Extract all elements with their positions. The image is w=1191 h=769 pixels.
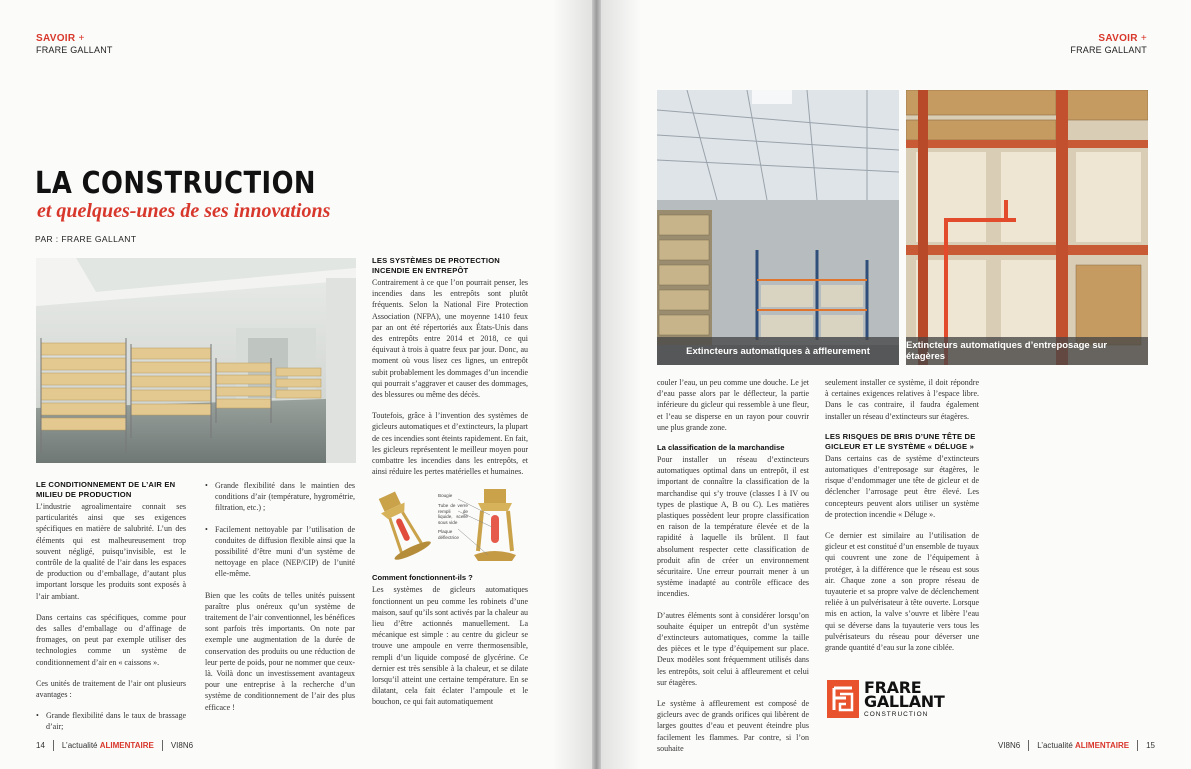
warehouse-flush-photo: [657, 90, 899, 365]
subheading-how-it-works: Comment fonctionnent-ils ?: [372, 573, 473, 583]
paragraph: couler l’eau, un peu comme une douche. Le jet d’eau passe alors par le déflecteur, la partie inférieure du gicleur qui ressemble à une fleur, et l’eau se disperse en un rayon pour couvrir une plus grande zone.: [657, 378, 809, 432]
column-1: [36, 480, 186, 743]
logo-wordmark-2: GALLANT: [864, 691, 945, 711]
heading-deluge: LES RISQUES DE BRIS D’UNE TÊTE DE GICLEUR ET LE SYSTÈME « DÉLUGE »: [825, 431, 976, 451]
sprinkler-diagram: [372, 487, 528, 567]
subheading-classification: La classification de la marchandise: [657, 443, 785, 453]
warehouse-rack-photo: [906, 90, 1148, 365]
column-5: [825, 377, 979, 663]
issue-number: VI8N6: [997, 741, 1021, 750]
cheese-room-photo: [36, 258, 356, 463]
paragraph: Pour installer un réseau d’extincteurs automatiques optimal dans un entrepôt, il est important de connaître la classification de la marchandise qui s’y trouve (classes I à IV ou types de plastique A, B ou C). Les matières plastiques possèdent leur propre classification en raison de la température élevée et de la rapidité à laquelle ils brûlent. Il faut absolument respecter cette classification de produit afin de créer un environnement sécuritaire. Une erreur pourrait mener à un système inadapté au contrôle efficace des incendies.: [657, 455, 809, 599]
magazine-prefix: L’actualité: [61, 741, 98, 750]
spine: [592, 0, 601, 769]
paragraph: Contrairement à ce que l’on pourrait penser, les incendies dans les entrepôts sont plutôt fréquents. Selon la National Fire Protection Association (NFPA), une moyenne 1410 feux par an ont été répertoriés aux États-Unis dans des entrepôts entre 2014 et 2018, ce qui équivaut à trois à quatre feux par jour. Donc, au moment où vous lisez ces lignes, un entrepôt subit probablement les dommages d’un incendie qui pourrait s’aggraver et causer des dommages, des blessures ou même des décès.: [372, 278, 528, 400]
heading-air-conditioning: LE CONDITIONNEMENT DE L’AIR EN MILIEU DE PRODUCTION: [36, 480, 176, 499]
list-item: • Grande flexibilité dans le taux de brassage d’air;: [36, 710, 186, 732]
paragraph: Le système à affleurement est composé de gicleurs avec de grands orifices qui libèrent de larges gouttes d’eau et peuvent éteindre plus facilement les flammes. Par contre, si l’on souhaite: [657, 699, 809, 753]
paragraph: seulement installer ce système, il doit répondre à certaines exigences relatives à l’espace libre. Dans le cas contraire, il faudra également installer un réseau d’extincteurs sur étagères.: [825, 378, 979, 421]
diagram-label: Tube de verre rempli de liquide, scellé sous vide: [438, 503, 468, 525]
section-company: FRARE GALLANT: [36, 44, 113, 55]
article-subtitle: et quelques-unes de ses innovations: [37, 200, 331, 222]
footer-left: [36, 740, 193, 751]
column-2: [205, 480, 355, 723]
photo-caption: Extincteurs automatiques à affleurement: [657, 337, 899, 365]
article-title: LA CONSTRUCTION: [35, 166, 316, 201]
logo-mark-icon: [827, 680, 859, 718]
section-plus: +: [1140, 33, 1147, 44]
heading-fire-protection: LES SYSTÈMES DE PROTECTION INCENDIE EN ENTREPÔT: [372, 256, 500, 275]
section-label: SAVOIR: [36, 33, 76, 44]
page-number: 15: [1146, 741, 1155, 750]
paragraph: L’industrie agroalimentaire connait ses particularités ainsi que ses exigences spécifiques en matière de salubrité. L’un des éléments qui est malheureusement trop souvent négligé, puisqu’invisible, est le contrôle de la qualité de l’air dans les espaces de production ou d’emballage, d’autant plus important lorsque les produits sont exposés à l’air ambiant.: [36, 502, 186, 601]
column-3: [372, 256, 528, 718]
column-4: [657, 377, 809, 764]
frare-gallant-logo: [827, 677, 945, 718]
diagram-label: Plaque déflectrice: [438, 529, 459, 541]
list-item: • Grande flexibilité dans le maintien des conditions d’air (température, hygrométrie, filtration, etc.) ;: [205, 480, 355, 514]
paragraph: D’autres éléments sont à considérer lorsqu’on souhaite équiper un entrepôt d’un système d’extincteurs automatiques, comme la taille des pièces et le type d’équipement sur place. Deux modèles sont fréquemment utilisés dans les entrepôts, soit celui à affleurement et celui sur étagères.: [657, 610, 809, 687]
section-header: [36, 33, 113, 55]
page-shadow: [552, 0, 592, 769]
footer-right: [998, 740, 1155, 751]
byline: PAR : FRARE GALLANT: [35, 234, 137, 244]
list-item: • Facilement nettoyable par l’utilisation de conduites de diffusion flexible ainsi que la possibilité d’être muni d’un système de nettoyage en place (NEP/CIP) de l’unité elle-même.: [205, 524, 355, 580]
right-page: [601, 0, 1191, 769]
logo-wordmark-1: FRARE: [864, 677, 922, 697]
section-company: FRARE GALLANT: [1070, 44, 1147, 55]
magazine-name: ALIMENTAIRE: [99, 741, 154, 750]
advantages-list: [36, 710, 186, 732]
advantages-list-cont: [205, 480, 355, 580]
section-label: SAVOIR: [1098, 33, 1138, 44]
paragraph: Ces unités de traitement de l’air ont plusieurs avantages :: [36, 678, 186, 700]
logo-subtitle: CONSTRUCTION: [864, 710, 929, 718]
paragraph: Ce dernier est similaire au l’utilisation de gicleur et est constitué d’un ensemble de tuyaux qui couvrent une zone de l’équipement à protéger, à la différence que le réseau est sous air. Chaque zone a son propre réseau de tuyauterie et sa propre valve de déclenchement reliée à un pulvérisateur à tête ouverte. Lorsque mis en action, la valve s’ouvre et libère l’eau qui se déverse dans la tuyauterie vers tous les pulvérisateurs du réseau pour déverser une grande quantité d’eau sur la zone ciblée.: [825, 531, 979, 653]
section-header: [1070, 33, 1147, 55]
left-page: [0, 0, 592, 769]
magazine-name: ALIMENTAIRE: [1075, 741, 1130, 750]
issue-number: VI8N6: [170, 741, 194, 750]
magazine-prefix: L’actualité: [1037, 741, 1073, 750]
photo-caption: Extincteurs automatiques d’entreposage sur étagères: [906, 337, 1148, 365]
paragraph: Toutefois, grâce à l’invention des systèmes de gicleurs automatiques et d’extincteurs, la plupart de ces incendies sont éteints rapidement. En fait, les gicleurs représentent le meilleur moyen pour combattre les incendies dans les entrepôts, et ainsi réduire les pertes matérielles et humaines.: [372, 411, 528, 477]
page-number: 14: [36, 741, 45, 750]
paragraph: Dans certains cas de système d’extincteurs automatiques d’entreposage sur étagères, le risque d’endommager une tête de gicleur et de déclencher l’arrosage peut être élevé. Les concepteurs peuvent alors utiliser un système de protection incendie « Déluge ».: [825, 453, 979, 519]
paragraph: Bien que les coûts de telles unités puissent paraître plus onéreux qu’un système de traitement de l’air conventionnel, les bénéfices sont parfois très importants. On note par exemple une augmentation de la durée de conservation des produits ou une réduction de leur perte de poids, pour ne nommer que ceux-là. Voilà donc un investissement avantageux pour une entreprise à la recherche d’un système de conditionnement de l’air des plus efficace !: [205, 590, 355, 712]
paragraph: Les systèmes de gicleurs automatiques fonctionnent un peu comme les robinets d’une maison, sauf qu’ils sont activés par la chaleur au lieu d’être actionnés manuellement. La mécanique est simple : au centre du gicleur se trouve une ampoule en verre thermosensible, rempli d’un liquide composé de glycérine. Ce dernier est très sensible à la chaleur, et se dilate lorsqu’il atteint une certaine température. En se dilatant, cela fait éclater l’ampoule et le bouchon, ce qui fait automatiquement: [372, 585, 528, 707]
page-shadow: [601, 0, 641, 769]
paragraph: Dans certains cas spécifiques, comme pour des salles d’emballage ou d’affinage de fromages, on peut par exemple utiliser des technologies comme un système de conditionnement d’air en « caissons ».: [36, 612, 186, 667]
section-plus: +: [78, 33, 85, 44]
diagram-label: Bougie: [438, 493, 453, 499]
